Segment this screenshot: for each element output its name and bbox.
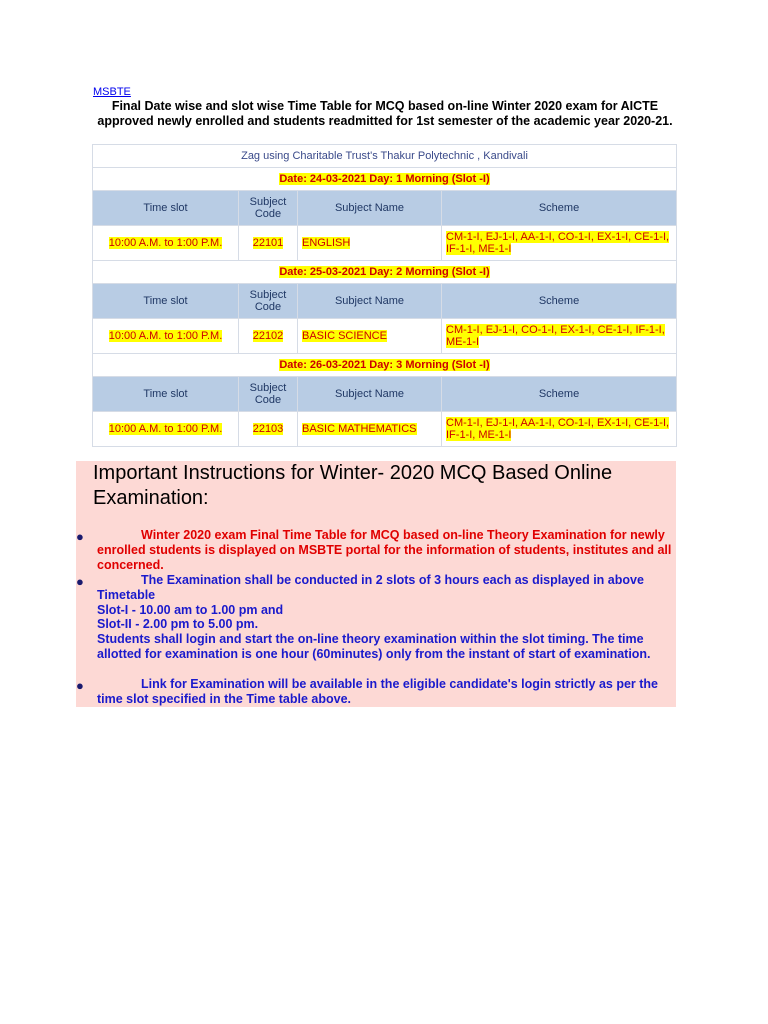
instruction-item-3 xyxy=(97,677,672,707)
page-heading: Final Date wise and slot wise Time Table for MCQ based on-line Winter 2020 exam for AICTE approved newly enrolled and students readmitted for 1st semester of the academic year 2020-21. xyxy=(97,99,673,128)
msbte-link[interactable]: MSBTE xyxy=(93,86,131,98)
header-row xyxy=(93,284,677,319)
time-slot: 10:00 A.M. to 1:00 P.M. xyxy=(108,237,223,249)
header-subject-name: Subject Name xyxy=(298,377,442,412)
subject-code: 22102 xyxy=(252,330,284,342)
time-slot: 10:00 A.M. to 1:00 P.M. xyxy=(108,423,223,435)
table-row xyxy=(93,412,677,447)
bullet-icon: ● xyxy=(76,574,84,589)
instructions-title: Important Instructions for Winter- 2020 MCQ Based Online Examination: xyxy=(93,462,613,509)
instruction-2-slot1: Slot-I - 10.00 am to 1.00 pm and xyxy=(97,602,284,617)
instruction-2-slot2: Slot-II - 2.00 pm to 5.00 pm. xyxy=(97,617,259,632)
subject-name: BASIC SCIENCE xyxy=(302,330,387,342)
header-time-slot: Time slot xyxy=(93,284,239,319)
instruction-item-2 xyxy=(97,573,672,662)
date-row xyxy=(93,354,677,377)
header-row xyxy=(93,377,677,412)
subject-name: ENGLISH xyxy=(302,237,351,249)
header-subject-code: Subject Code xyxy=(239,377,298,412)
college-name: Zag using Charitable Trust's Thakur Polytechnic , Kandivali xyxy=(93,145,677,168)
instruction-3-text: Link for Examination will be available in the eligible candidate's login strictly as per the time slot specified in the Time table above. xyxy=(97,677,658,706)
header-subject-name: Subject Name xyxy=(298,191,442,226)
header-scheme: Scheme xyxy=(442,191,677,226)
scheme: CM-1-I, EJ-1-I, AA-1-I, CO-1-I, EX-1-I, CE-1-I, IF-1-I, ME-1-I xyxy=(446,231,670,255)
scheme: CM-1-I, EJ-1-I, CO-1-I, EX-1-I, CE-1-I, IF-1-I, ME-1-I xyxy=(446,324,665,348)
instructions-box xyxy=(76,461,676,707)
subject-name: BASIC MATHEMATICS xyxy=(302,423,417,435)
college-row xyxy=(93,145,677,168)
instruction-item-1 xyxy=(97,528,672,572)
header-scheme: Scheme xyxy=(442,377,677,412)
header-row xyxy=(93,191,677,226)
subject-code: 22103 xyxy=(252,423,284,435)
header-subject-code: Subject Code xyxy=(239,191,298,226)
date-line: Date: 24-03-2021 Day: 1 Morning (Slot -I) xyxy=(279,173,490,185)
header-time-slot: Time slot xyxy=(93,377,239,412)
bullet-icon: ● xyxy=(76,529,84,544)
date-line: Date: 25-03-2021 Day: 2 Morning (Slot -I) xyxy=(279,266,490,278)
header-subject-name: Subject Name xyxy=(298,284,442,319)
instruction-1-text: Winter 2020 exam Final Time Table for MCQ based on-line Theory Examination for newly enrolled students is displayed on MSBTE portal for the information of students, institutes and all concerned. xyxy=(97,528,672,572)
table-row xyxy=(93,319,677,354)
bullet-icon: ● xyxy=(76,678,84,693)
instruction-2-note: Students shall login and start the on-line theory examination within the slot timing. The time allotted for examination is one hour (60minutes) only from the instant of start of examination. xyxy=(97,632,651,661)
subject-code: 22101 xyxy=(252,237,284,249)
header-time-slot: Time slot xyxy=(93,191,239,226)
date-line: Date: 26-03-2021 Day: 3 Morning (Slot -I) xyxy=(279,359,490,371)
scheme: CM-1-I, EJ-1-I, AA-1-I, CO-1-I, EX-1-I, CE-1-I, IF-1-I, ME-1-I xyxy=(446,417,670,441)
header-subject-code: Subject Code xyxy=(239,284,298,319)
time-slot: 10:00 A.M. to 1:00 P.M. xyxy=(108,330,223,342)
date-row xyxy=(93,168,677,191)
table-row xyxy=(93,226,677,261)
timetable xyxy=(92,144,677,447)
instruction-2-intro: The Examination shall be conducted in 2 slots of 3 hours each as displayed in above Timetable xyxy=(97,573,644,602)
header-scheme: Scheme xyxy=(442,284,677,319)
date-row xyxy=(93,261,677,284)
